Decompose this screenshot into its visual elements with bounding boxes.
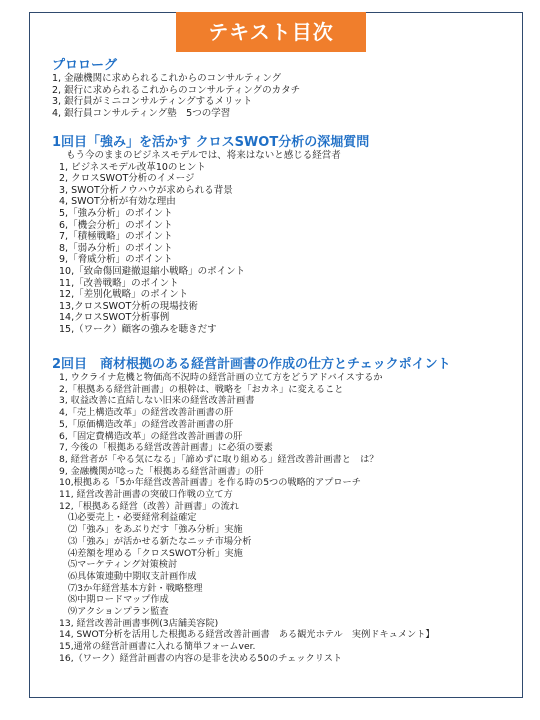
toc-item: 1, ビジネスモデル改革10のヒント bbox=[59, 161, 206, 173]
toc-item: 13, 経営改善計画書事例(3店舗美容院) bbox=[59, 617, 219, 629]
toc-item: 11,「改善戦略」のポイント bbox=[59, 277, 179, 289]
toc-subitem: ⑵「強み」をあぶりだす「強み分析」実施 bbox=[68, 524, 243, 536]
toc-item: 6,「機会分析」のポイント bbox=[59, 219, 173, 231]
toc-item: 8, 経営者が「やる気になる」「諦めずに取り組める」経営改善計画書と は？ bbox=[59, 453, 379, 465]
toc-item: 1, ウクライナ危機と物価高不況時の経営計画の立て方をどうアドバイスするか bbox=[59, 372, 383, 383]
section-session-2 bbox=[52, 357, 451, 665]
toc-item: 3, 銀行員がミニコンサルティングするメリット bbox=[52, 96, 253, 108]
toc-item: 15,（ワーク）顧客の強みを聴きだす bbox=[59, 323, 217, 335]
toc-item: 4, SWOT分析が有効な理由 bbox=[59, 196, 176, 208]
toc-item: 5,「原価構造改革」の経営改善計画書の肝 bbox=[59, 418, 234, 430]
toc-item: 4, 銀行員コンサルティング塾 5つの学習 bbox=[52, 107, 231, 119]
toc-subitem: ⑹具体策連動中期収支計画作成 bbox=[68, 570, 197, 582]
toc-subitem: ⑴必要売上・必要経常利益確定 bbox=[68, 512, 197, 524]
section-heading: 2回目 商材根拠のある経営計画書の作成の仕方とチェックポイント bbox=[52, 357, 451, 372]
toc-item: 12,「差別化戦略」のポイント bbox=[59, 289, 189, 301]
toc-item: 2, 銀行に求められるこれからのコンサルティングのカタチ bbox=[52, 84, 301, 96]
toc-subitem: ⑷差額を埋める「クロスSWOT分析」実施 bbox=[68, 547, 243, 559]
toc-item: 14, SWOT分析を活用した根拠ある経営改善計画書 ある観光ホテル 実例ドキュメント】 bbox=[59, 629, 435, 641]
toc-item: 10,根拠ある「5か年経営改善計画書」を作る時の5つの戦略的アプローチ bbox=[59, 477, 361, 489]
toc-item: 11, 経営改善計画書の突破口作戦の立て方 bbox=[59, 489, 233, 501]
toc-subitem: ⑶「強み」が活かせる新たなニッチ市場分析 bbox=[68, 535, 252, 547]
section-session-1 bbox=[52, 135, 369, 336]
toc-item: 6,「固定費構造改革」の経営改善計画書の肝 bbox=[59, 430, 243, 442]
toc-item: 15,通常の経営計画書に入れる簡単フォームver. bbox=[59, 641, 256, 653]
toc-item: 16,（ワーク）経営計画書の内容の是非を決める50のチェックリスト bbox=[59, 652, 343, 664]
page-title: テキスト目次 bbox=[176, 12, 366, 52]
toc-item: 12,「根拠ある経営（改善）計画書」の流れ bbox=[59, 500, 239, 512]
toc-item: 2, クロスSWOT分析のイメージ bbox=[59, 173, 195, 185]
toc-item: 8,「弱み分析」のポイント bbox=[59, 242, 173, 254]
toc-item: 9, 金融機関が唸った「根拠ある経営計画書」の肝 bbox=[59, 465, 264, 477]
section-subtitle: もう今のままのビジネスモデルでは、将来はないと感じる経営者 bbox=[66, 150, 341, 161]
toc-item: 3, 収益改善に直結しない旧来の経営改善計画書 bbox=[59, 395, 255, 407]
toc-item: 9,「脅威分析」のポイント bbox=[59, 254, 173, 266]
toc-item: 2,「根拠ある経営計画書」の根幹は、戦略を「おカネ」に変えること bbox=[59, 383, 344, 395]
toc-subitem: ⑸マーケティング対策検討 bbox=[68, 559, 178, 571]
toc-item: 1, 金融機関に求められるこれからのコンサルティング bbox=[52, 73, 282, 84]
toc-item: 5,「強み分析」のポイント bbox=[59, 207, 173, 219]
item-list bbox=[52, 162, 369, 336]
toc-item: 14,クロスSWOT分析事例 bbox=[59, 312, 170, 324]
section-heading: プロローグ bbox=[52, 58, 118, 73]
toc-item: 7,「積極戦略」のポイント bbox=[59, 231, 173, 243]
section-heading: 1回目「強み」を活かす クロスSWOT分析の深堀質問 bbox=[52, 135, 370, 150]
item-list bbox=[52, 372, 451, 665]
toc-subitem: ⑺3か年経営基本方針・戦略整理 bbox=[68, 582, 203, 594]
toc-subitem: ⑻中期ロードマップ作成 bbox=[68, 594, 169, 606]
toc-subitem: ⑼アクションプラン監査 bbox=[68, 606, 169, 618]
toc-item: 10,「致命傷回避撤退縮小戦略」のポイント bbox=[59, 265, 246, 277]
toc-item: 4,「売上構造改革」の経営改善計画書の肝 bbox=[59, 407, 234, 419]
section-prologue bbox=[52, 58, 300, 119]
item-list bbox=[52, 73, 300, 119]
toc-item: 7, 今後の「根拠ある経営改善計画書」に必須の要素 bbox=[59, 442, 273, 454]
toc-item: 13,クロスSWOT分析の現場技術 bbox=[59, 300, 198, 312]
toc-item: 3, SWOT分析ノウハウが求められる背景 bbox=[59, 184, 233, 196]
